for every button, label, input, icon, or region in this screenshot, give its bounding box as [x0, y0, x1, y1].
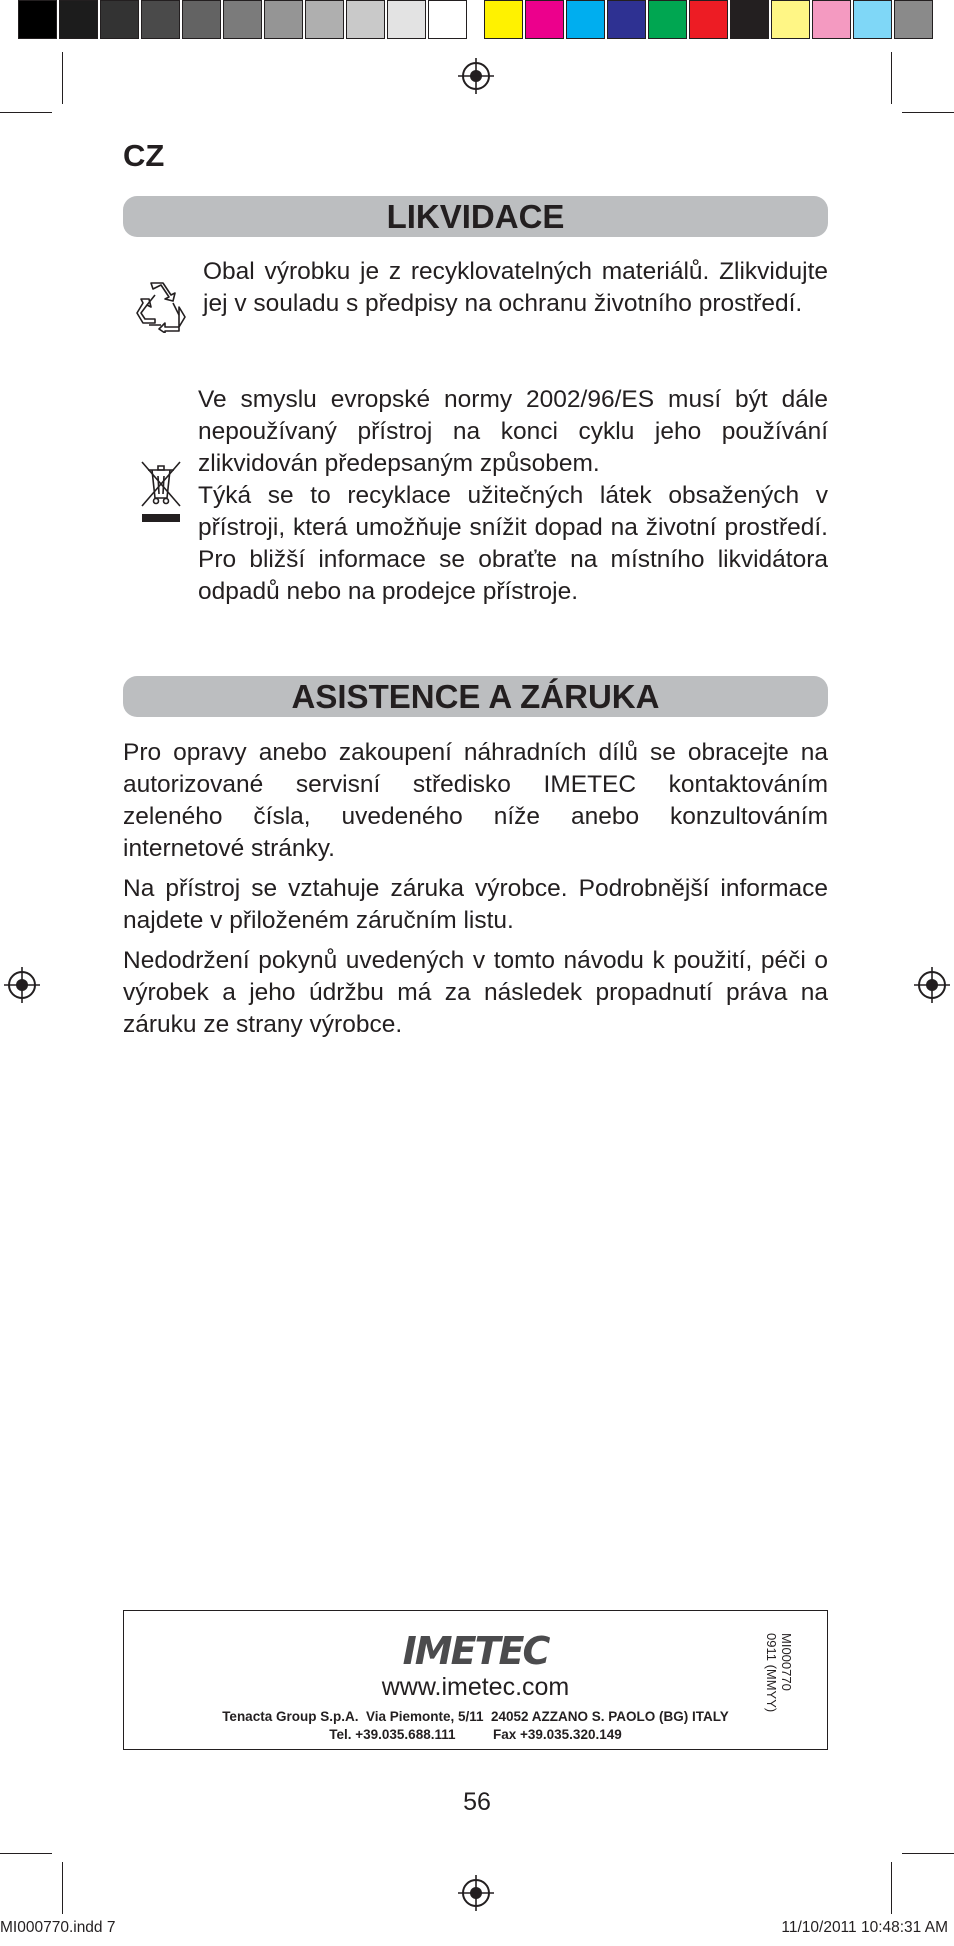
registration-mark-icon [912, 965, 952, 1005]
gray-swatch [18, 0, 57, 39]
color-swatch [689, 0, 728, 39]
crop-mark [0, 1853, 52, 1854]
color-swatch [730, 0, 769, 39]
crop-mark [891, 1862, 892, 1914]
recycle-icon [135, 281, 187, 333]
color-swatch [812, 0, 851, 39]
weee-recycling-text: Týká se to recyklace užitečných látek obsažených v přístroji, která umožňuje snížit dopad na životní prostředí. Pro bližší informace se obraťte na místního likvidátora odpadů nebo na prodejce přístroje. [198, 482, 828, 605]
manufacturer-info-box [123, 1610, 828, 1750]
packaging-disposal-text: Obal výrobku je z recyklovatelných materiálů. Zlikvidujte jej v souladu s předpisy na ochranu životního prostředí. [203, 258, 828, 317]
registration-mark-icon [2, 965, 42, 1005]
crop-mark [0, 112, 52, 113]
gray-swatch [182, 0, 221, 39]
document-code [764, 1633, 794, 1743]
gray-swatch [305, 0, 344, 39]
color-swatch [853, 0, 892, 39]
imetec-logo: IMETEC [402, 1629, 549, 1673]
crossed-bin-icon [138, 458, 184, 524]
color-swatch [648, 0, 687, 39]
gray-swatch [223, 0, 262, 39]
registration-mark-icon [456, 1873, 496, 1913]
color-calibration-bar [484, 0, 935, 42]
color-swatch [894, 0, 933, 39]
company-contact: Tel. +39.035.688.111 Fax +39.035.320.149 [329, 1727, 622, 1742]
color-swatch [607, 0, 646, 39]
company-address: Tenacta Group S.p.A. Via Piemonte, 5/11 24052 AZZANO S. PAOLO (BG) ITALY [222, 1709, 729, 1724]
color-swatch [525, 0, 564, 39]
crop-mark [902, 1853, 954, 1854]
crop-mark [62, 52, 63, 104]
gray-swatch [100, 0, 139, 39]
crop-mark [902, 112, 954, 113]
grayscale-calibration-bar [18, 0, 469, 42]
document-code-number: MI000770 [779, 1633, 794, 1691]
gray-swatch [428, 0, 467, 39]
color-swatch [566, 0, 605, 39]
print-timestamp-slug: 11/10/2011 10:48:31 AM [781, 1919, 948, 1936]
disposal-section-title: LIKVIDACE [123, 196, 828, 237]
gray-swatch [346, 0, 385, 39]
gray-swatch [59, 0, 98, 39]
color-swatch [771, 0, 810, 39]
gray-swatch [264, 0, 303, 39]
weee-directive-text: Ve smyslu evropské normy 2002/96/ES musí být dále nepoužívaný přístroj na konci cyklu jeho používání zlikvidován předepsaným způsobem. [198, 386, 828, 477]
crop-mark [891, 52, 892, 104]
crop-mark [62, 1862, 63, 1914]
service-center-paragraph: Pro opravy anebo zakoupení náhradních dílů se obracejte na autorizované servisní středisko IMETEC kontaktováním zeleného čísla, uvedeného níže anebo konzultováním internetové stránky. [123, 739, 828, 862]
registration-mark-icon [456, 56, 496, 96]
print-file-slug: MI000770.indd 7 [0, 1919, 116, 1936]
color-swatch [484, 0, 523, 39]
manufacturer-warranty-paragraph: Na přístroj se vztahuje záruka výrobce. Podrobnější informace najdete v přiloženém záručním listu. [123, 875, 828, 934]
gray-swatch [387, 0, 426, 39]
warranty-void-paragraph: Nedodržení pokynů uvedených v tomto návodu k použití, péči o výrobek a jeho údržbu má za následek propadnutí práva na záruku ze strany výrobce. [123, 947, 828, 1038]
website-url: www.imetec.com [381, 1673, 570, 1701]
gray-swatch [141, 0, 180, 39]
document-code-date: 0911 (MMYY) [764, 1633, 779, 1713]
page-number: 56 [463, 1788, 491, 1816]
language-code: CZ [123, 138, 165, 173]
warranty-section-title: ASISTENCE A ZÁRUKA [123, 676, 828, 717]
